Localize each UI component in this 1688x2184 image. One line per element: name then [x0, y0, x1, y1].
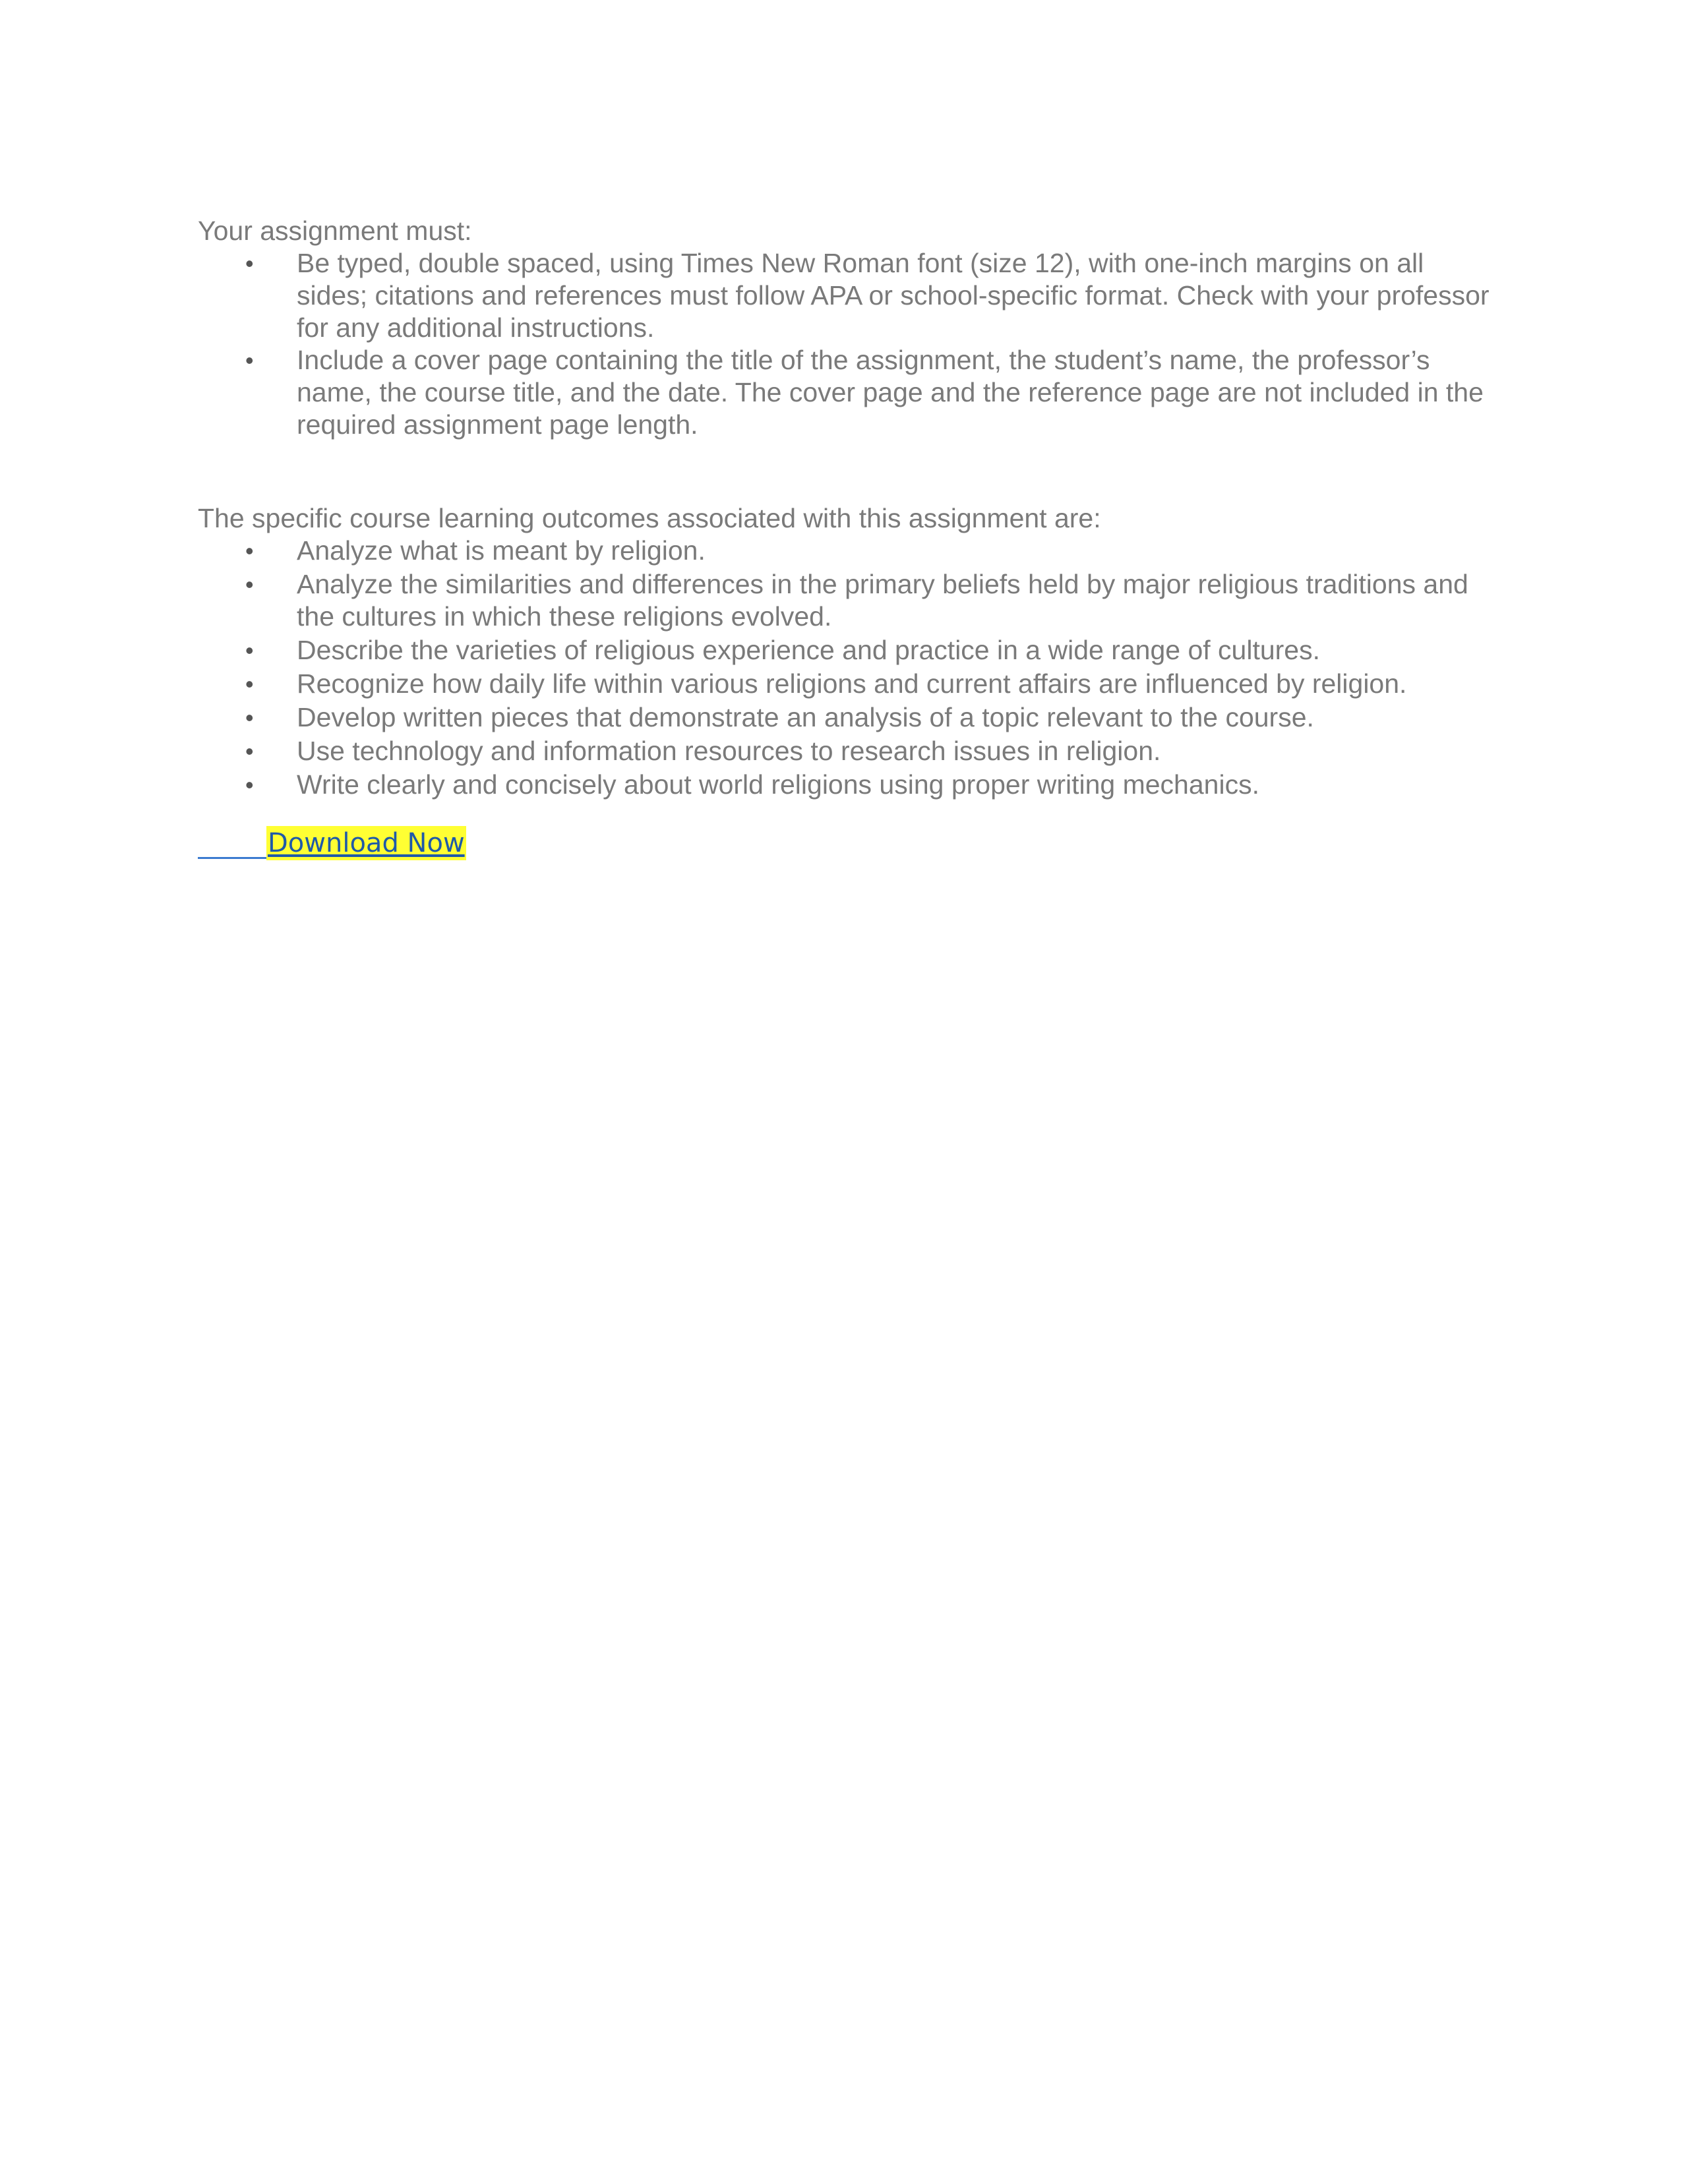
list-item: [198, 769, 1490, 801]
bullet-icon: •: [245, 537, 254, 564]
outcome-text: Analyze what is meant by religion.: [297, 535, 706, 566]
outcomes-intro: The specific course learning outcomes associated with this assignment are:: [198, 503, 1101, 533]
bullet-icon: •: [245, 670, 254, 697]
bullet-icon: •: [245, 250, 254, 277]
bullet-icon: •: [245, 347, 254, 374]
assignment-intro: Your assignment must:: [198, 216, 472, 246]
list-item: [198, 668, 1490, 700]
requirements-list: [198, 247, 1490, 441]
outcome-text: Write clearly and concisely about world religions using proper writing mechanics.: [297, 769, 1259, 800]
outcome-text: Describe the varieties of religious experience and practice in a wide range of cultures.: [297, 635, 1320, 665]
outcome-text: Analyze the similarities and differences in the primary beliefs held by major religious traditions and the cultures in which these religions evolved.: [297, 569, 1468, 632]
list-item: [198, 634, 1490, 666]
list-item: [198, 735, 1490, 767]
bullet-icon: •: [245, 738, 254, 765]
bullet-icon: •: [245, 637, 254, 664]
bullet-icon: •: [245, 771, 254, 798]
requirement-text: Be typed, double spaced, using Times New Roman font (size 12), with one-inch margins on all sides; citations and references must follow APA or school-specific format. Check with your professor for any additional instructions.: [297, 248, 1490, 343]
outcome-text: Recognize how daily life within various religions and current affairs are influenced by religion.: [297, 668, 1407, 699]
list-item: [198, 568, 1490, 633]
document-body: [198, 214, 1490, 866]
list-item: [198, 344, 1490, 441]
list-item: [198, 535, 1490, 567]
list-item: [198, 701, 1490, 734]
link-underline-lead: [198, 857, 266, 859]
download-now-link[interactable]: Download Now: [266, 826, 466, 860]
outcomes-list: [198, 535, 1490, 801]
outcome-text: Use technology and information resources to research issues in religion.: [297, 736, 1161, 766]
outcome-text: Develop written pieces that demonstrate an analysis of a topic relevant to the course.: [297, 702, 1314, 732]
list-item: [198, 247, 1490, 344]
bullet-icon: •: [245, 571, 254, 598]
requirement-text: Include a cover page containing the title of the assignment, the student’s name, the professor’s name, the course title, and the date. The cover page and the reference page are not included in the required assignment page length.: [297, 345, 1484, 440]
download-row: [198, 826, 1490, 866]
bullet-icon: •: [245, 704, 254, 731]
